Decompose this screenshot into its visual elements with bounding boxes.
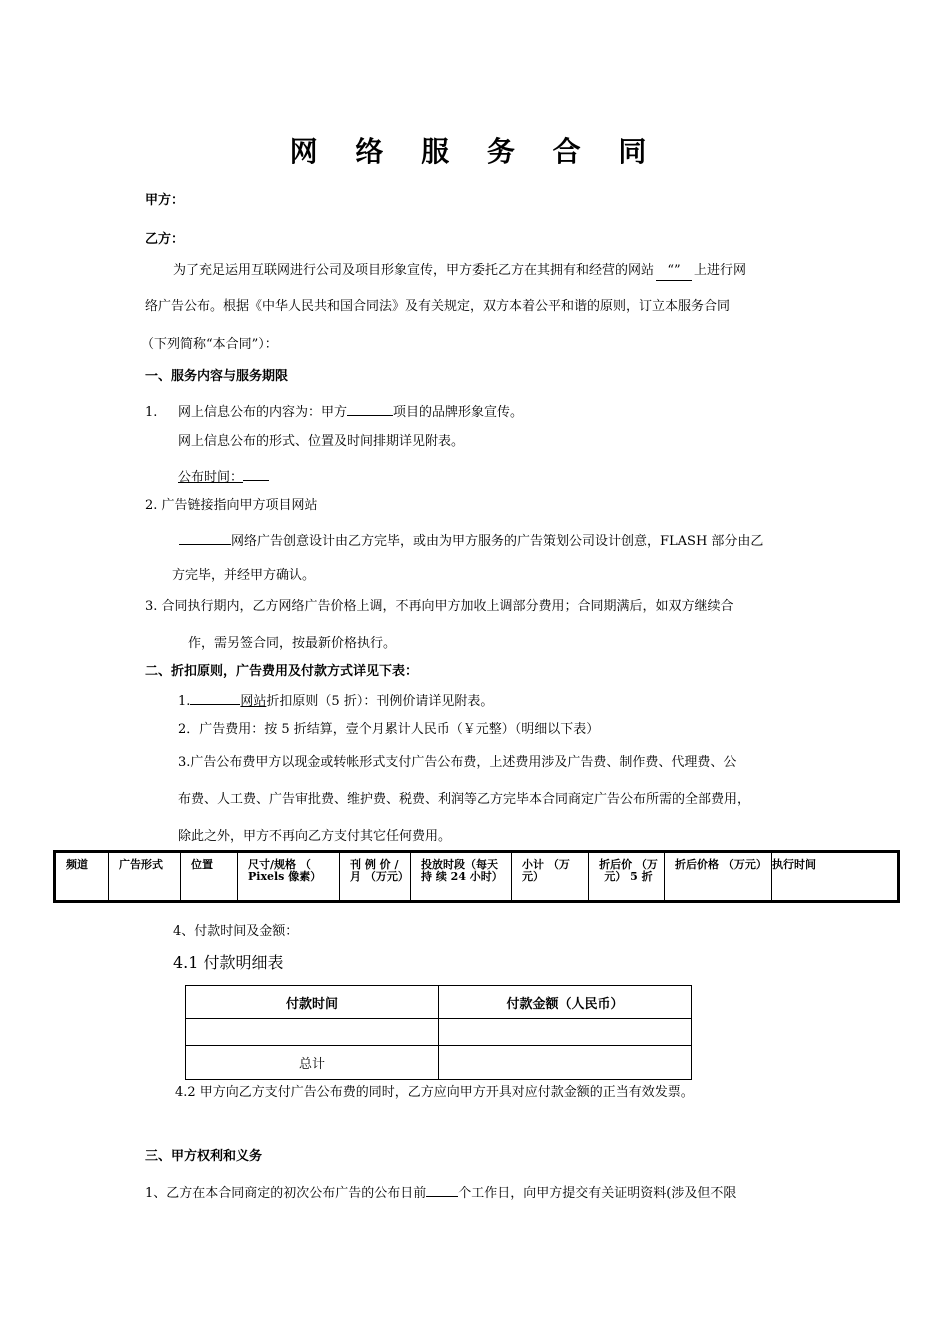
designer-blank [179, 530, 231, 545]
intro-line-2: 络广告公布。根据《中华人民共和国合同法》及有关规定，双方本着公平和谐的原则，订立本服务合同 [145, 299, 731, 314]
s1-item-2-line-3: 方完毕，并经甲方确认。 [172, 568, 316, 583]
invoice-note: 4.2 甲方向乙方支付广告公布费的同时，乙方应向甲方开具对应付款金额的正当有效发票。 [175, 1085, 694, 1100]
s1-item-3-line-2: 作，需另签合同，按最新价格执行。 [188, 636, 397, 651]
page-title: 网 络 服 务 合 同 [289, 135, 661, 168]
s2-item-1-text: 折扣原则（5 折）：刊例价请详见附表。 [266, 694, 494, 709]
payment-total-amount [439, 1046, 692, 1080]
payment-table-header-row [186, 986, 692, 1019]
s2-item-3-line-3: 除此之外，甲方不再向乙方支付其它任何费用。 [178, 829, 452, 844]
s1-item-1-line-2: 网上信息公布的形式、位置及时间排期详见附表。 [178, 434, 465, 449]
intro-text-a: 为了充足运用互联网进行公司及项目形象宣传，甲方委托乙方在其拥有和经营的网站 [173, 263, 655, 278]
s1-item-1-text-b: 项目的品牌形象宣传。 [393, 405, 524, 420]
ad-table-header: 位置 [181, 852, 238, 902]
party-b-label: 乙方： [145, 232, 185, 247]
s2-item-2: 2．广告费用：按 5 折结算，壹个月累计人民币（￥元整）（明细以下表） [178, 722, 600, 737]
payment-table-row [186, 1019, 692, 1046]
payment-table [185, 985, 692, 1080]
payment-total-label: 总计 [186, 1046, 439, 1080]
payment-detail-title: 4.1 付款明细表 [173, 953, 284, 972]
section-3-heading: 三、甲方权利和义务 [145, 1149, 263, 1164]
section-2-heading: 二、折扣原则，广告费用及付款方式详见下表： [145, 664, 419, 679]
intro-text-b: 上进行网 [694, 263, 747, 278]
party-a-label: 甲方： [145, 193, 185, 208]
ad-table-header: 小计 （万元） [512, 852, 589, 902]
s3-item-1-text-a: 1、乙方在本合同商定的初次公布广告的公布日前 [145, 1186, 427, 1201]
s2-item-3-line-2: 布费、人工费、广告审批费、维护费、税费、利润等乙方完毕本合同商定广告公布所需的全部费用， [178, 792, 751, 807]
publish-time-blank [243, 466, 269, 481]
website-name-blank: “” [656, 262, 692, 281]
s1-item-2: 2. 广告链接指向甲方项目网站 [145, 498, 318, 513]
website-blank [190, 690, 240, 705]
s3-item-1-text-b: 个工作日，向甲方提交有关证明资料(涉及但不限 [458, 1186, 737, 1201]
s1-item-1 [145, 401, 523, 422]
payment-total-row [186, 1046, 692, 1080]
ad-table-header: 刊 例 价 / 月 （万元） [340, 852, 411, 902]
s3-item-1 [145, 1182, 736, 1203]
payment-time-header: 付款时间 [186, 986, 439, 1019]
s1-item-2-line-2 [179, 530, 763, 551]
section-1-heading: 一、服务内容与服务期限 [145, 369, 289, 384]
s1-item-3: 3. 合同执行期内，乙方网络广告价格上调，不再向甲方加收上调部分费用；合同期满后，如双方继续合 [145, 599, 734, 614]
ad-table-header: 投放时段（每天 持 续 24 小时） [411, 852, 512, 902]
ad-table-header: 折后价格 （万元） [665, 852, 772, 902]
ad-table-header: 折后价 （万元） 5 折 [589, 852, 665, 902]
payment-amount-cell [439, 1019, 692, 1046]
ad-table-header: 广告形式 [109, 852, 181, 902]
ad-table-header: 执行时间 [772, 852, 899, 902]
publish-time-label: 公布时间： [178, 470, 244, 485]
publish-time-line [178, 466, 269, 487]
workdays-blank [426, 1182, 458, 1197]
s2-item-1-number: 1. [178, 694, 191, 709]
project-name-blank [347, 401, 393, 416]
ad-table-header-row [55, 852, 899, 902]
website-label: 网站 [240, 694, 267, 709]
ad-pricing-table [53, 850, 900, 903]
s1-item-1-text-a: 网上信息公布的内容为：甲方 [178, 405, 348, 420]
ad-table-header: 频道 [55, 852, 109, 902]
s4-payment-line: 4、付款时间及金额： [173, 924, 299, 939]
payment-time-cell [186, 1019, 439, 1046]
s2-item-1 [178, 690, 493, 711]
intro-line-3: （下列简称“本合同”）： [141, 337, 278, 352]
intro-line-1 [173, 262, 746, 281]
payment-amount-header: 付款金额（人民币） [439, 986, 692, 1019]
s1-item-2-text: 网络广告创意设计由乙方完毕，或由为甲方服务的广告策划公司设计创意，FLASH 部分由乙 [231, 534, 764, 549]
s1-item-1-number: 1. [145, 405, 158, 420]
ad-table-header: 尺寸/规格 （ Pixels 像素） [238, 852, 340, 902]
s2-item-3-line-1: 3.广告公布费甲方以现金或转帐形式支付广告公布费，上述费用涉及广告费、制作费、代理费、公 [178, 755, 737, 770]
